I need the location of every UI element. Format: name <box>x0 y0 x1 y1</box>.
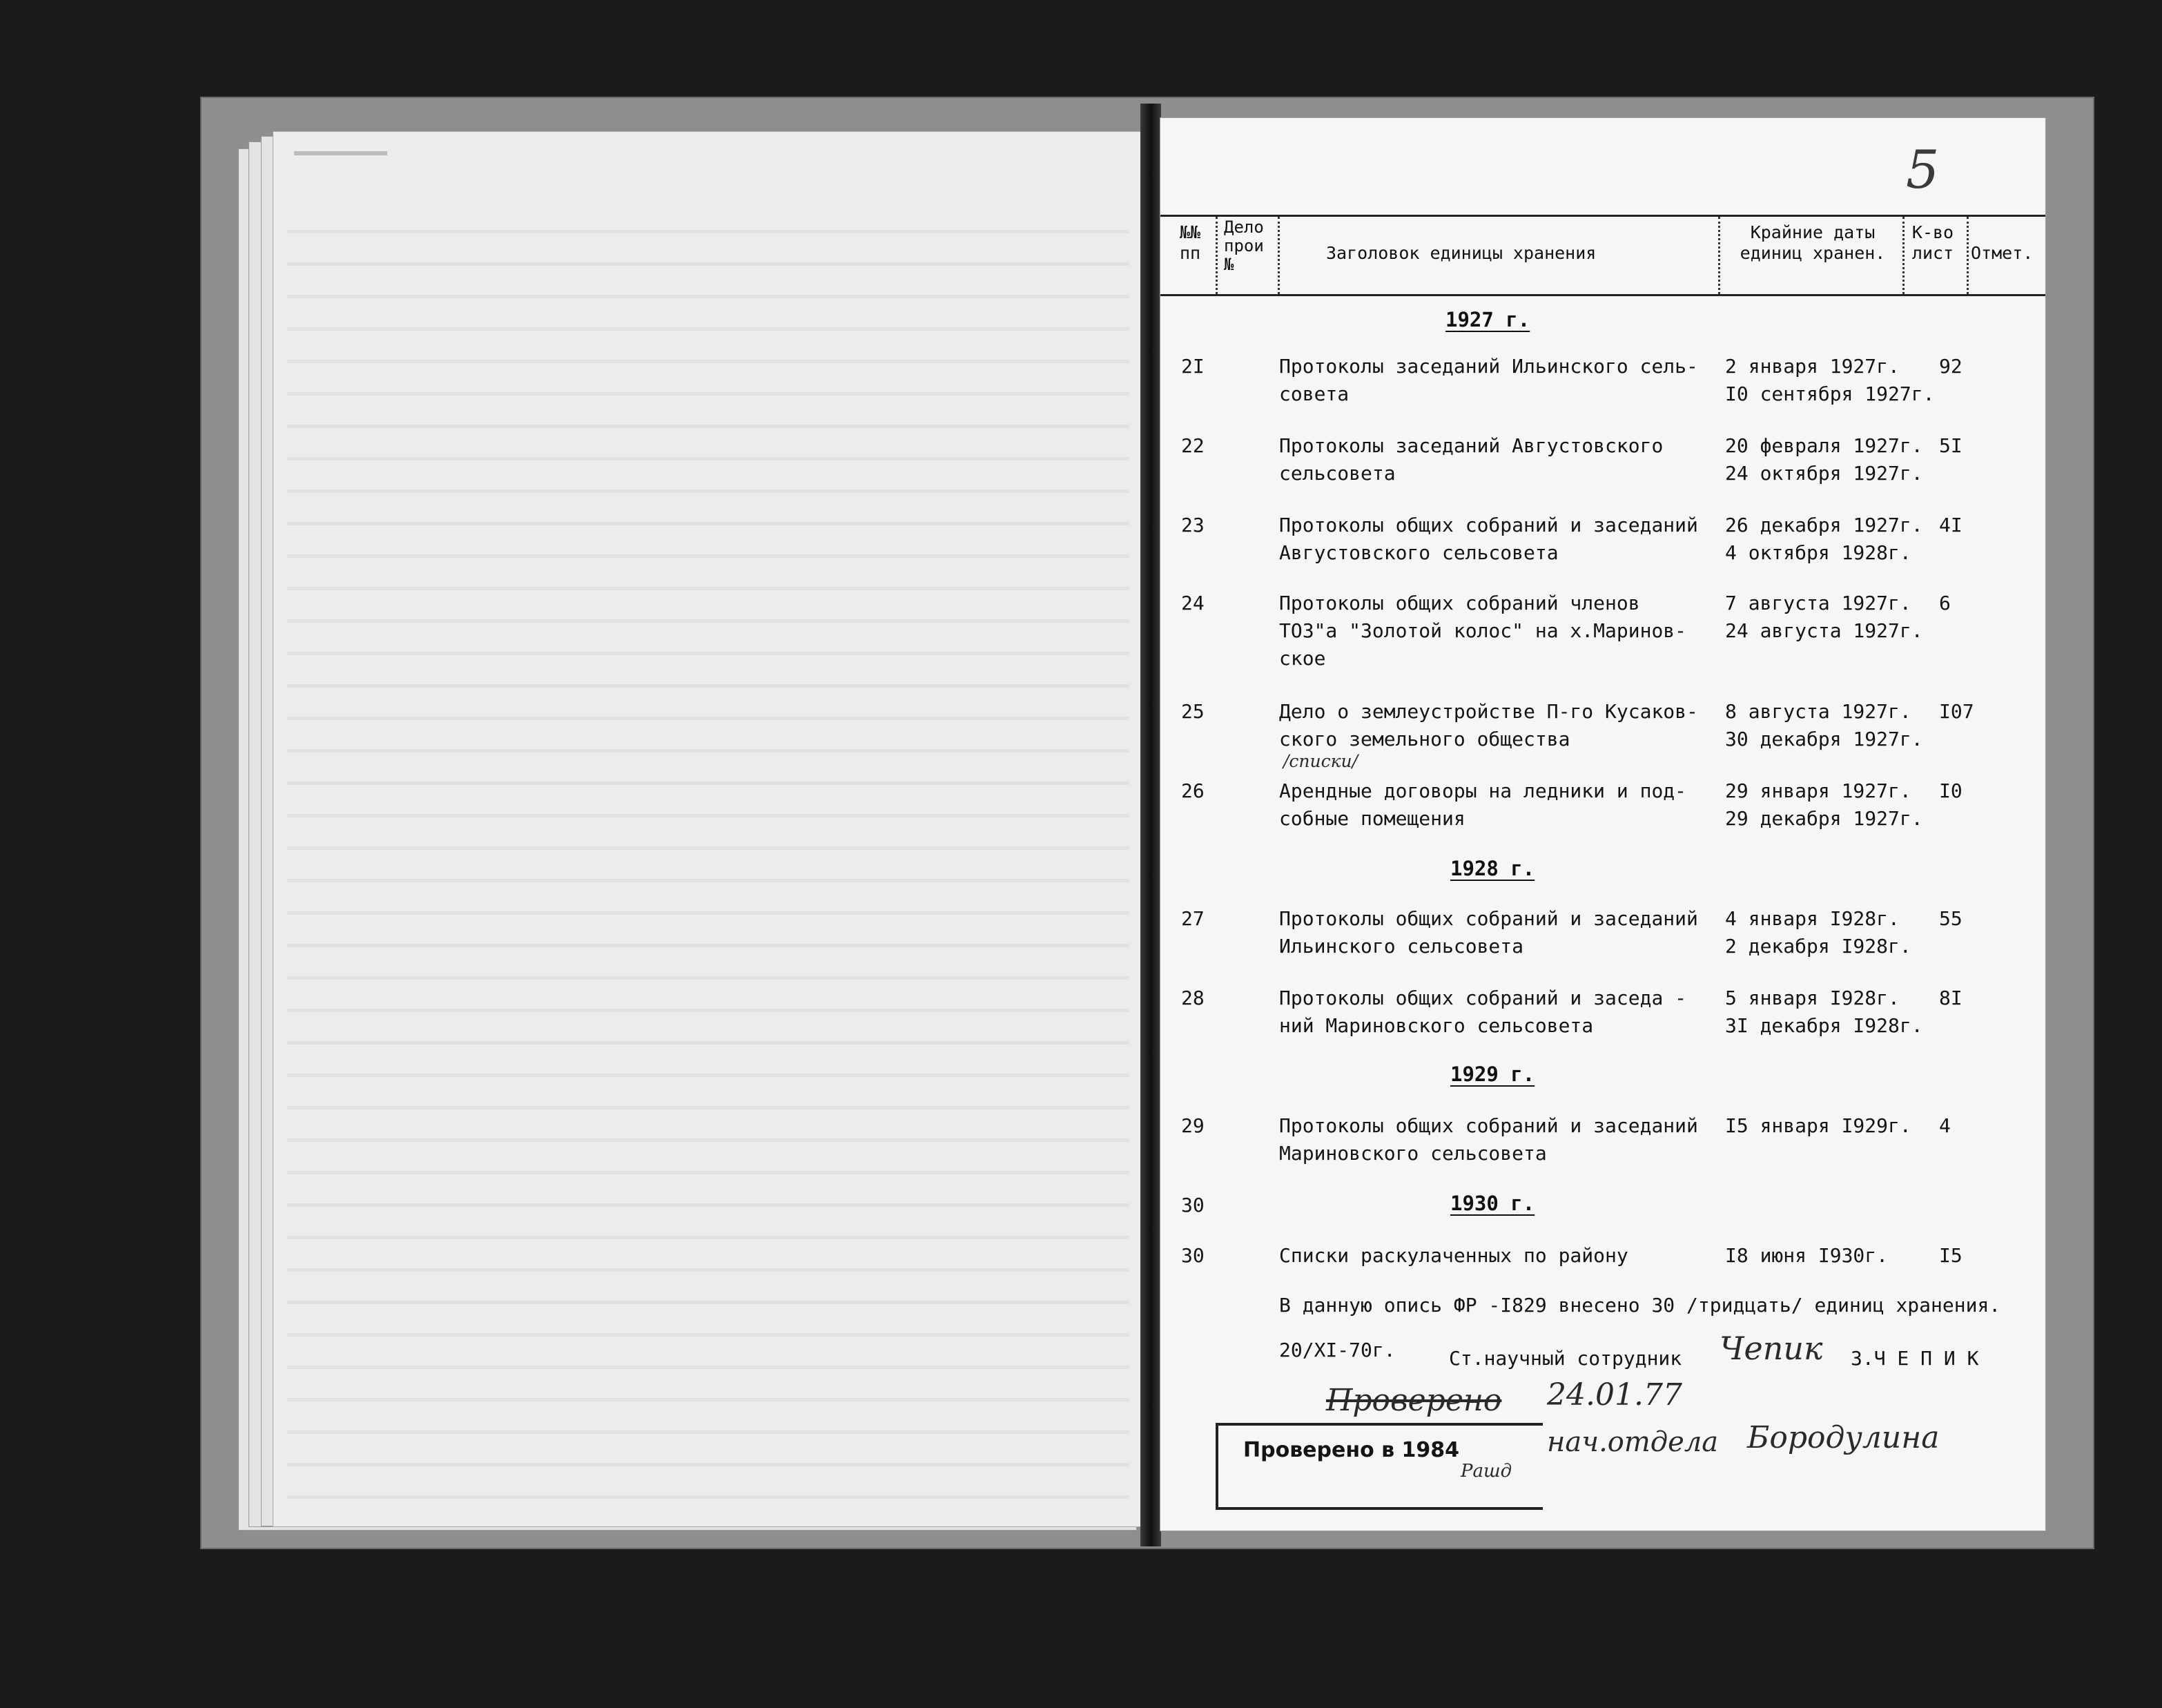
row-date: 29 декабря 1927г. <box>1725 807 1923 830</box>
row-date: I8 июня I930г. <box>1725 1244 1889 1267</box>
row-num: 29 <box>1181 1114 1205 1137</box>
row-date: I0 сентября 1927г. <box>1725 382 1935 405</box>
row-date: 3I декабря I928г. <box>1725 1014 1923 1037</box>
row-date: 7 августа 1927г. <box>1725 592 1911 614</box>
year-heading: 1930 г. <box>1450 1192 1535 1215</box>
row-count: I0 <box>1939 779 1963 802</box>
row-date: 8 августа 1927г. <box>1725 700 1911 723</box>
table-header <box>1160 215 2045 296</box>
row-num: 26 <box>1181 779 1205 802</box>
row-title: Мариновского сельсовета <box>1279 1142 1547 1165</box>
header-dates: Крайние даты единиц хранен. <box>1740 222 1886 263</box>
row-date: 2 декабря I928г. <box>1725 935 1911 958</box>
row-title: Протоколы общих собраний и заседа - <box>1279 987 1687 1009</box>
handwritten-name: Бородулина <box>1747 1420 1940 1455</box>
page-number: 5 <box>1906 139 1940 200</box>
row-num: 25 <box>1181 700 1205 723</box>
left-page-mark <box>294 151 387 155</box>
header-divider <box>1718 217 1720 294</box>
handwritten-role: нач.отдела <box>1547 1426 1719 1458</box>
row-date: 4 января I928г. <box>1725 907 1900 930</box>
stamp-text: Проверено в 1984 <box>1243 1438 1460 1462</box>
row-date: I5 января I929г. <box>1725 1114 1911 1137</box>
row-date: 30 декабря 1927г. <box>1725 728 1923 750</box>
header-divider <box>1967 217 1969 294</box>
signature: Чепик <box>1720 1330 1823 1367</box>
header-count: К-во лист <box>1911 222 1954 263</box>
row-count: I07 <box>1939 700 1974 723</box>
row-count: I5 <box>1939 1244 1963 1267</box>
row-count: 4I <box>1939 514 1963 536</box>
handwritten-annotation: /списки/ <box>1283 751 1358 771</box>
row-title: Протоколы общих собраний членов <box>1279 592 1640 614</box>
row-title: Протоколы общих собраний и заседаний <box>1279 1114 1698 1137</box>
compiled-date: 20/XI-70г. <box>1279 1339 1396 1361</box>
handwritten-checked: Проверено <box>1326 1383 1502 1418</box>
row-title: Дело о землеустройстве П-го Кусаков- <box>1279 700 1698 723</box>
inventory-page <box>1160 117 2046 1531</box>
row-title: Списки раскулаченных по району <box>1279 1244 1628 1267</box>
row-num: 28 <box>1181 987 1205 1009</box>
row-title: совета <box>1279 382 1350 405</box>
header-delo: Дело прои № <box>1224 217 1264 274</box>
row-num: 30 <box>1181 1194 1205 1216</box>
row-num: 27 <box>1181 907 1205 930</box>
row-num: 22 <box>1181 434 1205 457</box>
row-title: Протоколы заседаний Ильинского сель- <box>1279 355 1698 378</box>
row-date: 26 декабря 1927г. <box>1725 514 1923 536</box>
header-divider <box>1216 217 1218 294</box>
row-title: Арендные договоры на ледники и под- <box>1279 779 1687 802</box>
year-heading: 1928 г. <box>1450 857 1535 880</box>
row-title: ское <box>1279 647 1326 670</box>
compiler-name: З.Ч Е П И К <box>1851 1347 1979 1370</box>
handwritten-date: 24.01.77 <box>1547 1377 1682 1413</box>
header-divider <box>1278 217 1280 294</box>
row-date: 5 января I928г. <box>1725 987 1900 1009</box>
row-date: 24 октября 1927г. <box>1725 462 1923 485</box>
row-title: ского земельного общества <box>1279 728 1570 750</box>
row-count: 8I <box>1939 987 1963 1009</box>
header-notes: Отмет. <box>1971 243 2034 263</box>
row-title: ТОЗ"а "Золотой колос" на х.Маринов- <box>1279 619 1687 642</box>
year-heading: 1929 г. <box>1450 1062 1535 1086</box>
row-num: 2I <box>1181 355 1205 378</box>
book-spine <box>1140 104 1161 1546</box>
header-num: №№ пп <box>1180 222 1201 263</box>
row-title: ний Мариновского сельсовета <box>1279 1014 1594 1037</box>
row-num: 24 <box>1181 592 1205 614</box>
row-count: 4 <box>1939 1114 1951 1137</box>
row-title: Августовского сельсовета <box>1279 541 1559 564</box>
left-page <box>273 131 1151 1527</box>
row-title: Протоколы общих собраний и заседаний <box>1279 907 1698 930</box>
row-count: 92 <box>1939 355 1963 378</box>
row-title: Протоколы заседаний Августовского <box>1279 434 1664 457</box>
header-title: Заголовок единицы хранения <box>1326 243 1597 263</box>
row-count: 5I <box>1939 434 1963 457</box>
row-num: 30 <box>1181 1244 1205 1267</box>
show-through-text <box>287 201 1129 1513</box>
row-count: 55 <box>1939 907 1963 930</box>
row-date: 20 февраля 1927г. <box>1725 434 1923 457</box>
row-title: сельсовета <box>1279 462 1396 485</box>
compiler-position: Ст.научный сотрудник <box>1449 1347 1682 1370</box>
summary-line: В данную опись ФР -I829 внесено 30 /тридцать/ единиц хранения. <box>1279 1294 2001 1317</box>
row-count: 6 <box>1939 592 1951 614</box>
handwritten-initials: Рашд <box>1461 1461 1512 1482</box>
row-num: 23 <box>1181 514 1205 536</box>
row-date: 4 октября 1928г. <box>1725 541 1911 564</box>
row-date: 24 августа 1927г. <box>1725 619 1923 642</box>
row-date: 2 января 1927г. <box>1725 355 1900 378</box>
row-date: 29 января 1927г. <box>1725 779 1911 802</box>
row-title: собные помещения <box>1279 807 1465 830</box>
row-title: Ильинского сельсовета <box>1279 935 1524 958</box>
row-title: Протоколы общих собраний и заседаний <box>1279 514 1698 536</box>
year-heading: 1927 г. <box>1445 308 1530 331</box>
